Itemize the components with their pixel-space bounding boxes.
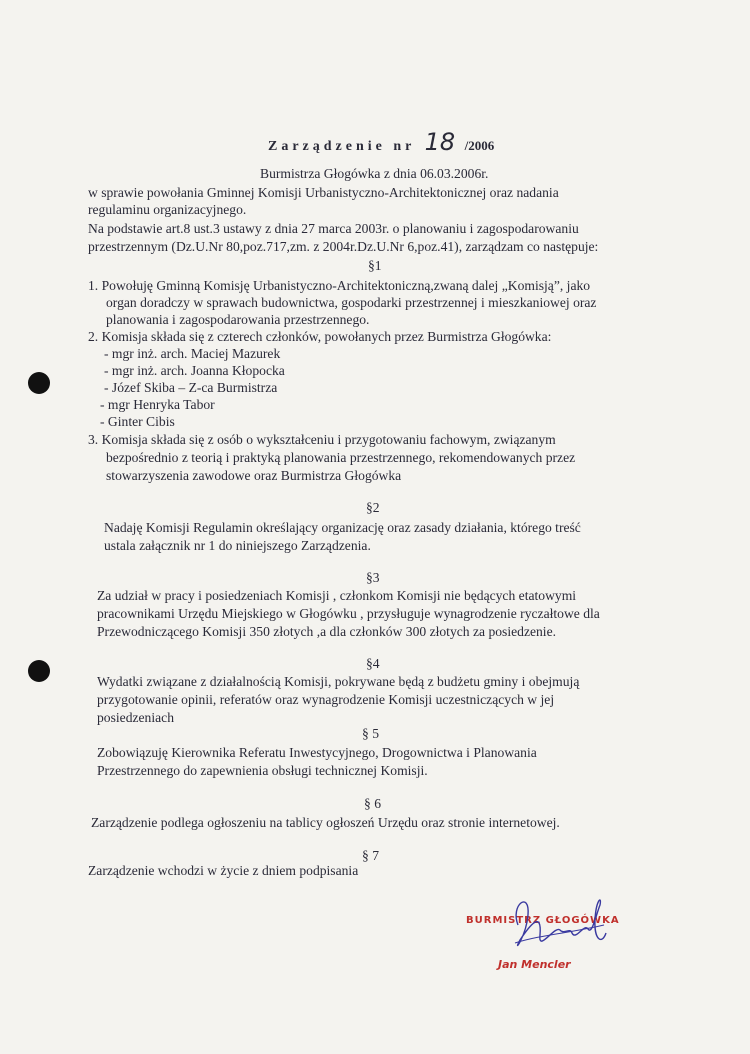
member-5: - Ginter Cibis [100, 414, 175, 429]
section-3-heading: §3 [366, 570, 380, 585]
punch-hole-top [28, 372, 50, 394]
member-3: - Józef Skiba – Z-ca Burmistrza [104, 380, 278, 395]
s5-line-1: Zobowiązuję Kierownika Referatu Inwestycyjnego, Drogownictwa i Planowania [97, 745, 537, 760]
punch-hole-bottom [28, 660, 50, 682]
section-4-heading: §4 [366, 656, 380, 671]
subject-line-2: regulaminu organizacyjnego. [88, 202, 247, 217]
s7-line-1: Zarządzenie wchodzi w życie z dniem podpisania [88, 863, 359, 878]
s1-item1-line-2: organ doradczy w sprawach budownictwa, gospodarki przestrzennej i mieszkaniowej oraz [106, 295, 597, 310]
s1-item2: 2. Komisja składa się z czterech członków, powołanych przez Burmistrza Głogówka: [88, 329, 552, 344]
document-title [268, 128, 494, 156]
s3-line-1: Za udział w pracy i posiedzeniach Komisji , członkom Komisji nie będących etatowymi [97, 588, 577, 603]
s2-line-1: Nadaję Komisji Regulamin określający organizację oraz zasady działania, którego treść [104, 520, 581, 535]
s1-item3-line-2: bezpośrednio z teorią i praktyką planowania przestrzennego, rekomendowanych przez [106, 450, 576, 465]
s4-line-3: posiedzeniach [97, 710, 174, 725]
s5-line-2: Przestrzennego do zapewnienia obsługi technicznej Komisji. [97, 763, 428, 778]
legal-basis-line-1: Na podstawie art.8 ust.3 ustawy z dnia 27 marca 2003r. o planowaniu i zagospodarowaniu [88, 221, 579, 236]
order-year: /2006 [464, 138, 495, 153]
section-6-heading: § 6 [364, 796, 381, 811]
s6-line-1: Zarządzenie podlega ogłoszeniu na tablicy ogłoszeń Urzędu oraz stronie internetowej. [91, 815, 560, 830]
signature [500, 885, 610, 960]
s4-line-2: przygotowanie opinii, referatów oraz wynagrodzenie Komisji uczestniczących w jej [97, 692, 555, 707]
section-5-heading: § 5 [362, 726, 379, 741]
official-stamp: BURMISTRZ GŁOGÓWKA [466, 915, 620, 926]
s2-line-2: ustala załącznik nr 1 do niniejszego Zarządzenia. [104, 538, 371, 553]
member-1: - mgr inż. arch. Maciej Mazurek [104, 346, 281, 361]
legal-basis-line-2: przestrzennym (Dz.U.Nr 80,poz.717,zm. z 2004r.Dz.U.Nr 6,poz.41), zarządzam co następuje: [88, 239, 599, 254]
issuer-date: Burmistrza Głogówka z dnia 06.03.2006r. [260, 166, 489, 181]
s3-line-2: pracownikami Urzędu Miejskiego w Głogówku , przysługuje wynagrodzenie ryczałtowe dla [97, 606, 600, 621]
s1-item1-line-1: 1. Powołuję Gminną Komisję Urbanistyczno-Architektoniczną,zwaną dalej „Komisją”, jako [88, 278, 591, 293]
member-2: - mgr inż. arch. Joanna Kłopocka [104, 363, 285, 378]
s1-item1-line-3: planowania i zagospodarowania przestrzennego. [106, 312, 370, 327]
member-4: - mgr Henryka Tabor [100, 397, 215, 412]
subject-line-1: w sprawie powołania Gminnej Komisji Urbanistyczno-Architektonicznej oraz nadania [88, 185, 559, 200]
order-number: 18 [424, 128, 456, 156]
s3-line-3: Przewodniczącego Komisji 350 złotych ,a dla członków 300 złotych za posiedzenie. [97, 624, 557, 639]
section-1-heading: §1 [368, 258, 382, 273]
section-2-heading: §2 [366, 500, 380, 515]
s1-item3-line-3: stowarzyszenia zawodowe oraz Burmistrza Głogówka [106, 468, 402, 483]
title-prefix: Zarządzenie nr [268, 139, 416, 154]
s4-line-1: Wydatki związane z działalnością Komisji, pokrywane będą z budżetu gminy i obejmują [97, 674, 580, 689]
section-7-heading: § 7 [362, 848, 379, 863]
mayor-name: Jan Mencler [498, 958, 571, 971]
s1-item3-line-1: 3. Komisja składa się z osób o wykształceniu i przygotowaniu fachowym, związanym [88, 432, 556, 447]
